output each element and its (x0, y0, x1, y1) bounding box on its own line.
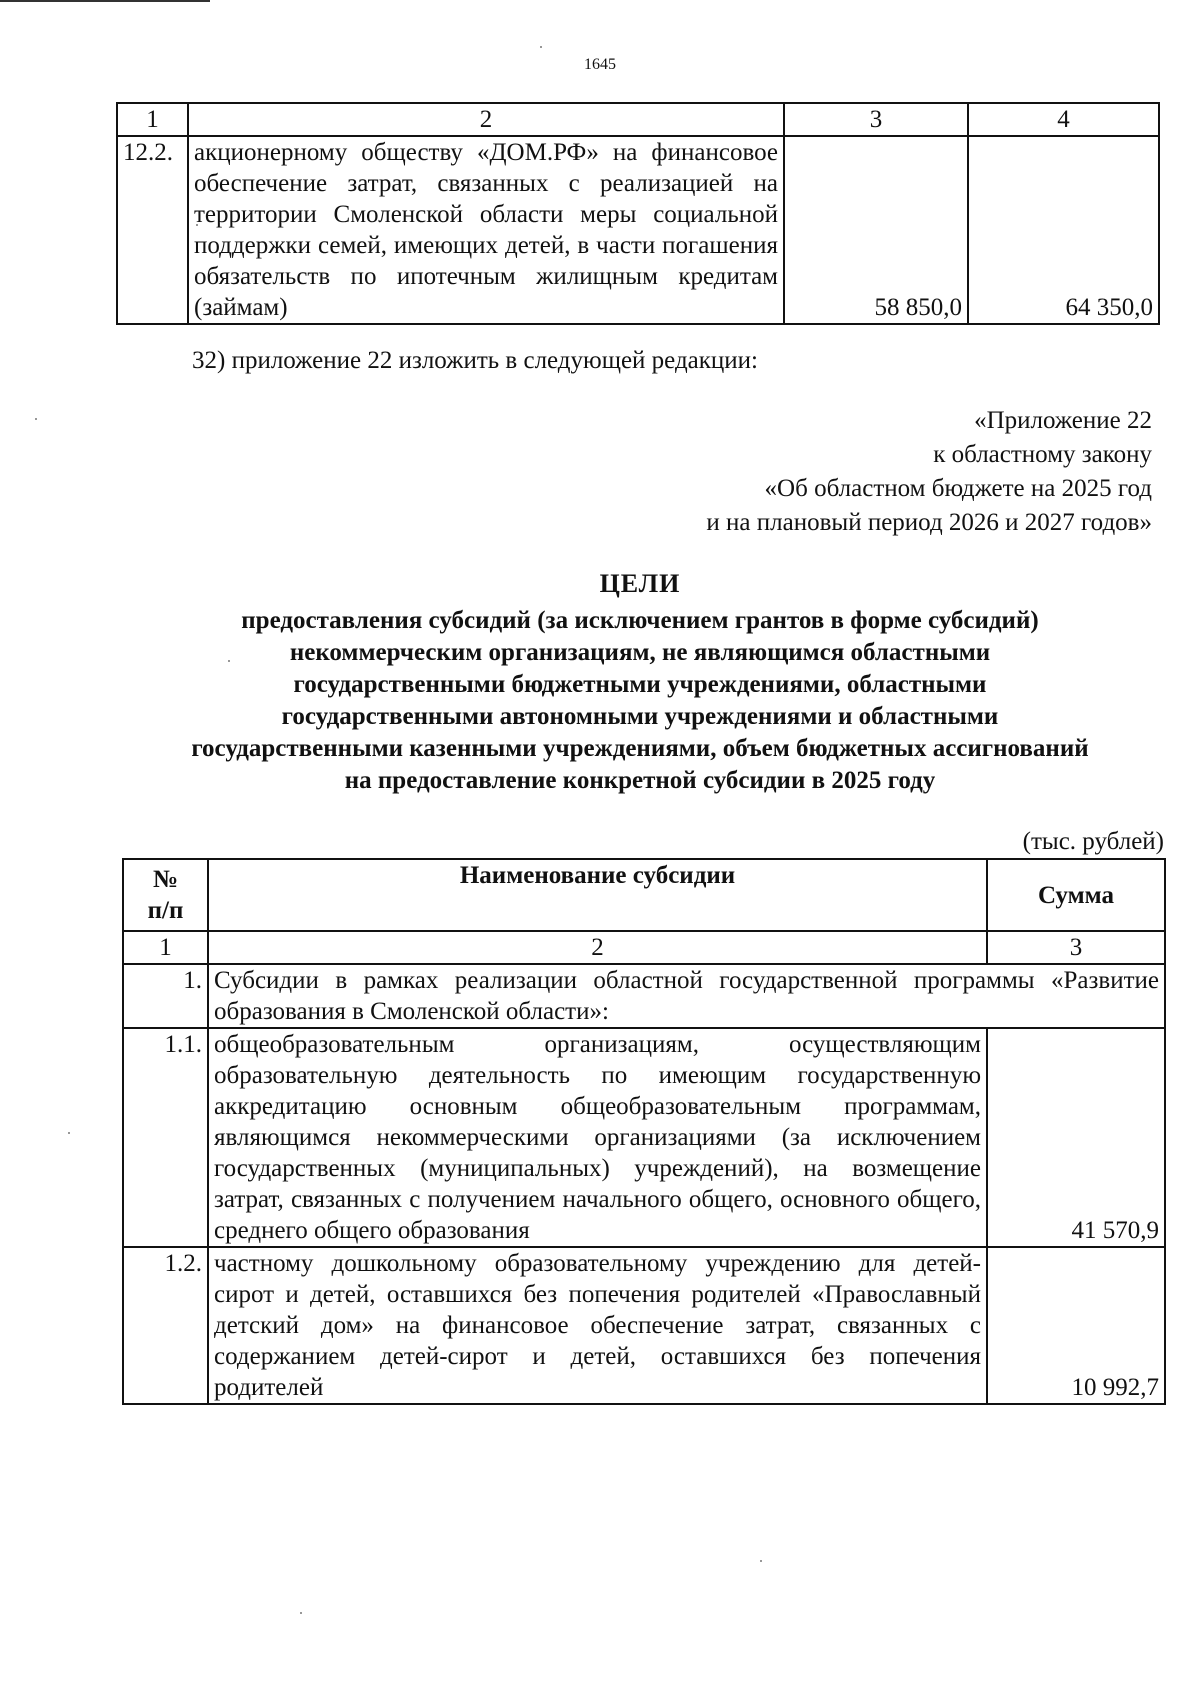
row-text: частному дошкольному образовательному учреждению для детей-сирот и детей, оставшихся без попечения родителей «Православный детский дом» на финансовое обеспечение затрат, связанных с содержанием детей-сирот и детей, оставшихся без попечения родителей (208, 1247, 987, 1404)
continued-table (116, 102, 1160, 325)
index-cell: 2 (208, 931, 987, 964)
units-label: (тыс. рублей) (1022, 828, 1164, 855)
appendix-header (706, 404, 1152, 540)
title-line: на предоставление конкретной субсидии в 2025 году (344, 767, 936, 794)
header-cell: 4 (968, 103, 1159, 136)
header-cell: 1 (117, 103, 188, 136)
row-text: акционерному обществу «ДОМ.РФ» на финансовое обеспечение затрат, связанных с реализацией на территории Смоленской области меры социальной поддержки семей, имеющих детей, в части погашения обязательств по ипотечным жилищным кредитам (займам) (188, 136, 784, 324)
title-line: некоммерческим организациям, не являющимся областными (289, 639, 991, 666)
row-sum: 41 570,9 (987, 1028, 1165, 1247)
row-text: общеобразовательным организациям, осуществляющим образовательную деятельность по имеющим государственную аккредитацию основным общеобразовательным программам, являющимся некоммерческими организациями (за исключением государственных (муниципальных) учреждений), на возмещение затрат, связанных с получением начального общего, основного общего, среднего общего образования (208, 1028, 987, 1247)
scan-speck (300, 1612, 302, 1614)
row-number: 1.2. (123, 1247, 208, 1404)
scan-speck (540, 46, 542, 48)
table-row (123, 1028, 1165, 1247)
appendix-line: «Об областном бюджете на 2025 год (764, 475, 1152, 502)
table-index-row (123, 931, 1165, 964)
scan-speck (68, 1132, 70, 1134)
table-header-row (123, 859, 1165, 931)
header-number (123, 859, 208, 931)
appendix-line: «Приложение 22 (974, 407, 1152, 434)
row-sum: 10 992,7 (987, 1247, 1165, 1404)
index-cell: 1 (123, 931, 208, 964)
row-value: 64 350,0 (968, 136, 1159, 324)
appendix-line: и на плановый период 2026 и 2027 годов» (706, 509, 1152, 536)
amendment-text: 32) приложение 22 изложить в следующей редакции: (192, 347, 758, 374)
table-row (117, 136, 1159, 324)
header-name: Наименование субсидии (208, 859, 987, 931)
subsidies-table (122, 858, 1166, 1405)
title-line: государственными бюджетными учреждениями, областными (293, 671, 987, 698)
row-number: 12.2. (117, 136, 188, 324)
header-cell: 2 (188, 103, 784, 136)
table-row (123, 964, 1165, 1028)
index-cell: 3 (987, 931, 1165, 964)
document-title (80, 568, 1200, 797)
page-number: 1645 (584, 56, 616, 73)
header-sum: Сумма (987, 859, 1165, 931)
title-line: предоставления субсидий (за исключением грантов в форме субсидий) (241, 607, 1039, 634)
scan-speck (35, 418, 37, 420)
title-line: государственными автономными учреждениями и областными (281, 703, 999, 730)
row-value: 58 850,0 (784, 136, 968, 324)
table-header-row (117, 103, 1159, 136)
table-row (123, 1247, 1165, 1404)
row-number: 1. (123, 964, 208, 1028)
header-number-line: п/п (147, 897, 184, 924)
scan-speck (760, 1560, 762, 1562)
header-number-line: № (152, 866, 179, 893)
title-line: государственными казенными учреждениями, объем бюджетных ассигнований (191, 735, 1089, 762)
row-number: 1.1. (123, 1028, 208, 1247)
header-cell: 3 (784, 103, 968, 136)
scan-edge-line (0, 0, 210, 2)
row-text: Субсидии в рамках реализации областной государственной программы «Развитие образования в Смоленской области»: (208, 964, 1165, 1028)
appendix-line: к областному закону (933, 441, 1152, 468)
title-main: ЦЕЛИ (599, 569, 681, 598)
